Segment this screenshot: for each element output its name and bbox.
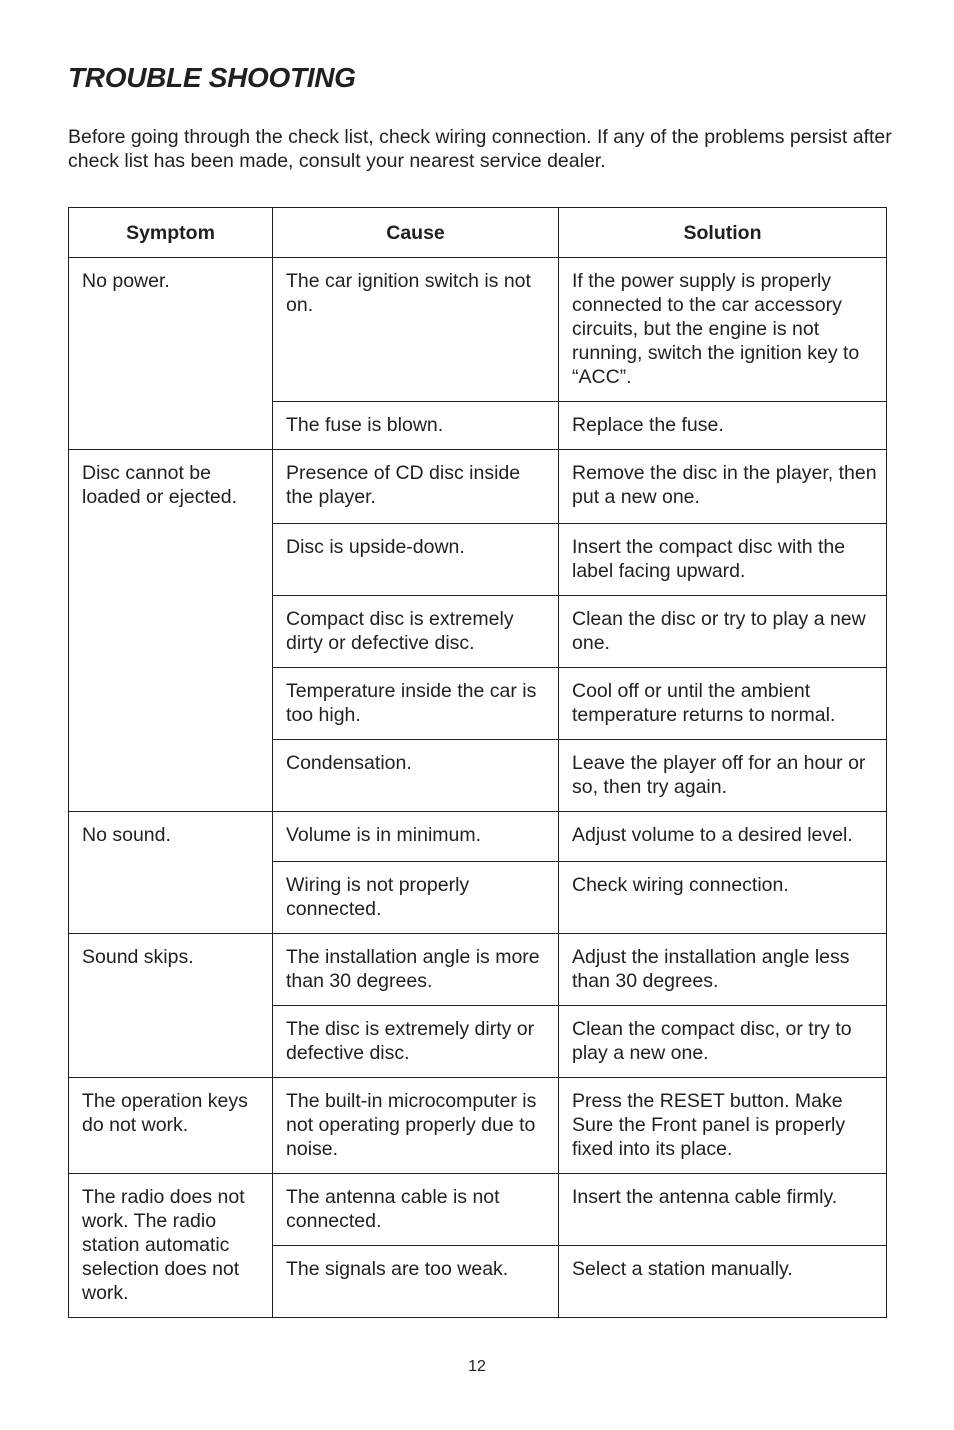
solution-cell: Adjust the installation angle less than 30 degrees. <box>559 934 887 1006</box>
cause-cell: The built-in microcomputer is not operating properly due to noise. <box>273 1078 559 1174</box>
solution-cell: Cool off or until the ambient temperature returns to normal. <box>559 668 887 740</box>
table-row <box>69 258 887 402</box>
cause-cell: Wiring is not properly connected. <box>273 862 559 934</box>
symptom-cell: No sound. <box>69 812 273 934</box>
solution-cell: If the power supply is properly connected to the car accessory circuits, but the engine is not running, switch the ignition key to “ACC”. <box>559 258 887 402</box>
table-row <box>69 450 887 524</box>
solution-cell: Remove the disc in the player, then put a new one. <box>559 450 887 524</box>
solution-cell: Replace the fuse. <box>559 402 887 450</box>
solution-cell: Leave the player off for an hour or so, then try again. <box>559 740 887 812</box>
table-row <box>69 934 887 1006</box>
solution-cell: Clean the compact disc, or try to play a new one. <box>559 1006 887 1078</box>
header-symptom: Symptom <box>69 208 273 258</box>
header-cause: Cause <box>273 208 559 258</box>
table-header-row <box>69 208 887 258</box>
header-solution: Solution <box>559 208 887 258</box>
cause-cell: Compact disc is extremely dirty or defective disc. <box>273 596 559 668</box>
solution-cell: Check wiring connection. <box>559 862 887 934</box>
intro-paragraph: Before going through the check list, check wiring connection. If any of the problems persist after check list has been made, consult your nearest service dealer. <box>68 126 892 172</box>
cause-cell: Presence of CD disc inside the player. <box>273 450 559 524</box>
cause-cell: Disc is upside-down. <box>273 524 559 596</box>
page-number: 12 <box>468 1358 486 1375</box>
solution-cell: Insert the compact disc with the label facing upward. <box>559 524 887 596</box>
symptom-cell: No power. <box>69 258 273 450</box>
cause-cell: Condensation. <box>273 740 559 812</box>
solution-cell: Press the RESET button. Make Sure the Front panel is properly fixed into its place. <box>559 1078 887 1174</box>
table-row <box>69 1174 887 1246</box>
cause-cell: The disc is extremely dirty or defective disc. <box>273 1006 559 1078</box>
solution-cell: Adjust volume to a desired level. <box>559 812 887 862</box>
table-row <box>69 1078 887 1174</box>
symptom-cell: The operation keys do not work. <box>69 1078 273 1174</box>
troubleshooting-table <box>68 207 887 1318</box>
solution-cell: Select a station manually. <box>559 1246 887 1318</box>
cause-cell: The fuse is blown. <box>273 402 559 450</box>
symptom-cell: Disc cannot be loaded or ejected. <box>69 450 273 812</box>
page-title: TROUBLE SHOOTING <box>68 62 356 93</box>
cause-cell: Temperature inside the car is too high. <box>273 668 559 740</box>
table-row <box>69 812 887 862</box>
cause-cell: Volume is in minimum. <box>273 812 559 862</box>
solution-cell: Clean the disc or try to play a new one. <box>559 596 887 668</box>
cause-cell: The installation angle is more than 30 degrees. <box>273 934 559 1006</box>
cause-cell: The signals are too weak. <box>273 1246 559 1318</box>
cause-cell: The antenna cable is not connected. <box>273 1174 559 1246</box>
symptom-cell: The radio does not work. The radio station automatic selection does not work. <box>69 1174 273 1318</box>
symptom-cell: Sound skips. <box>69 934 273 1078</box>
cause-cell: The car ignition switch is not on. <box>273 258 559 402</box>
solution-cell: Insert the antenna cable firmly. <box>559 1174 887 1246</box>
